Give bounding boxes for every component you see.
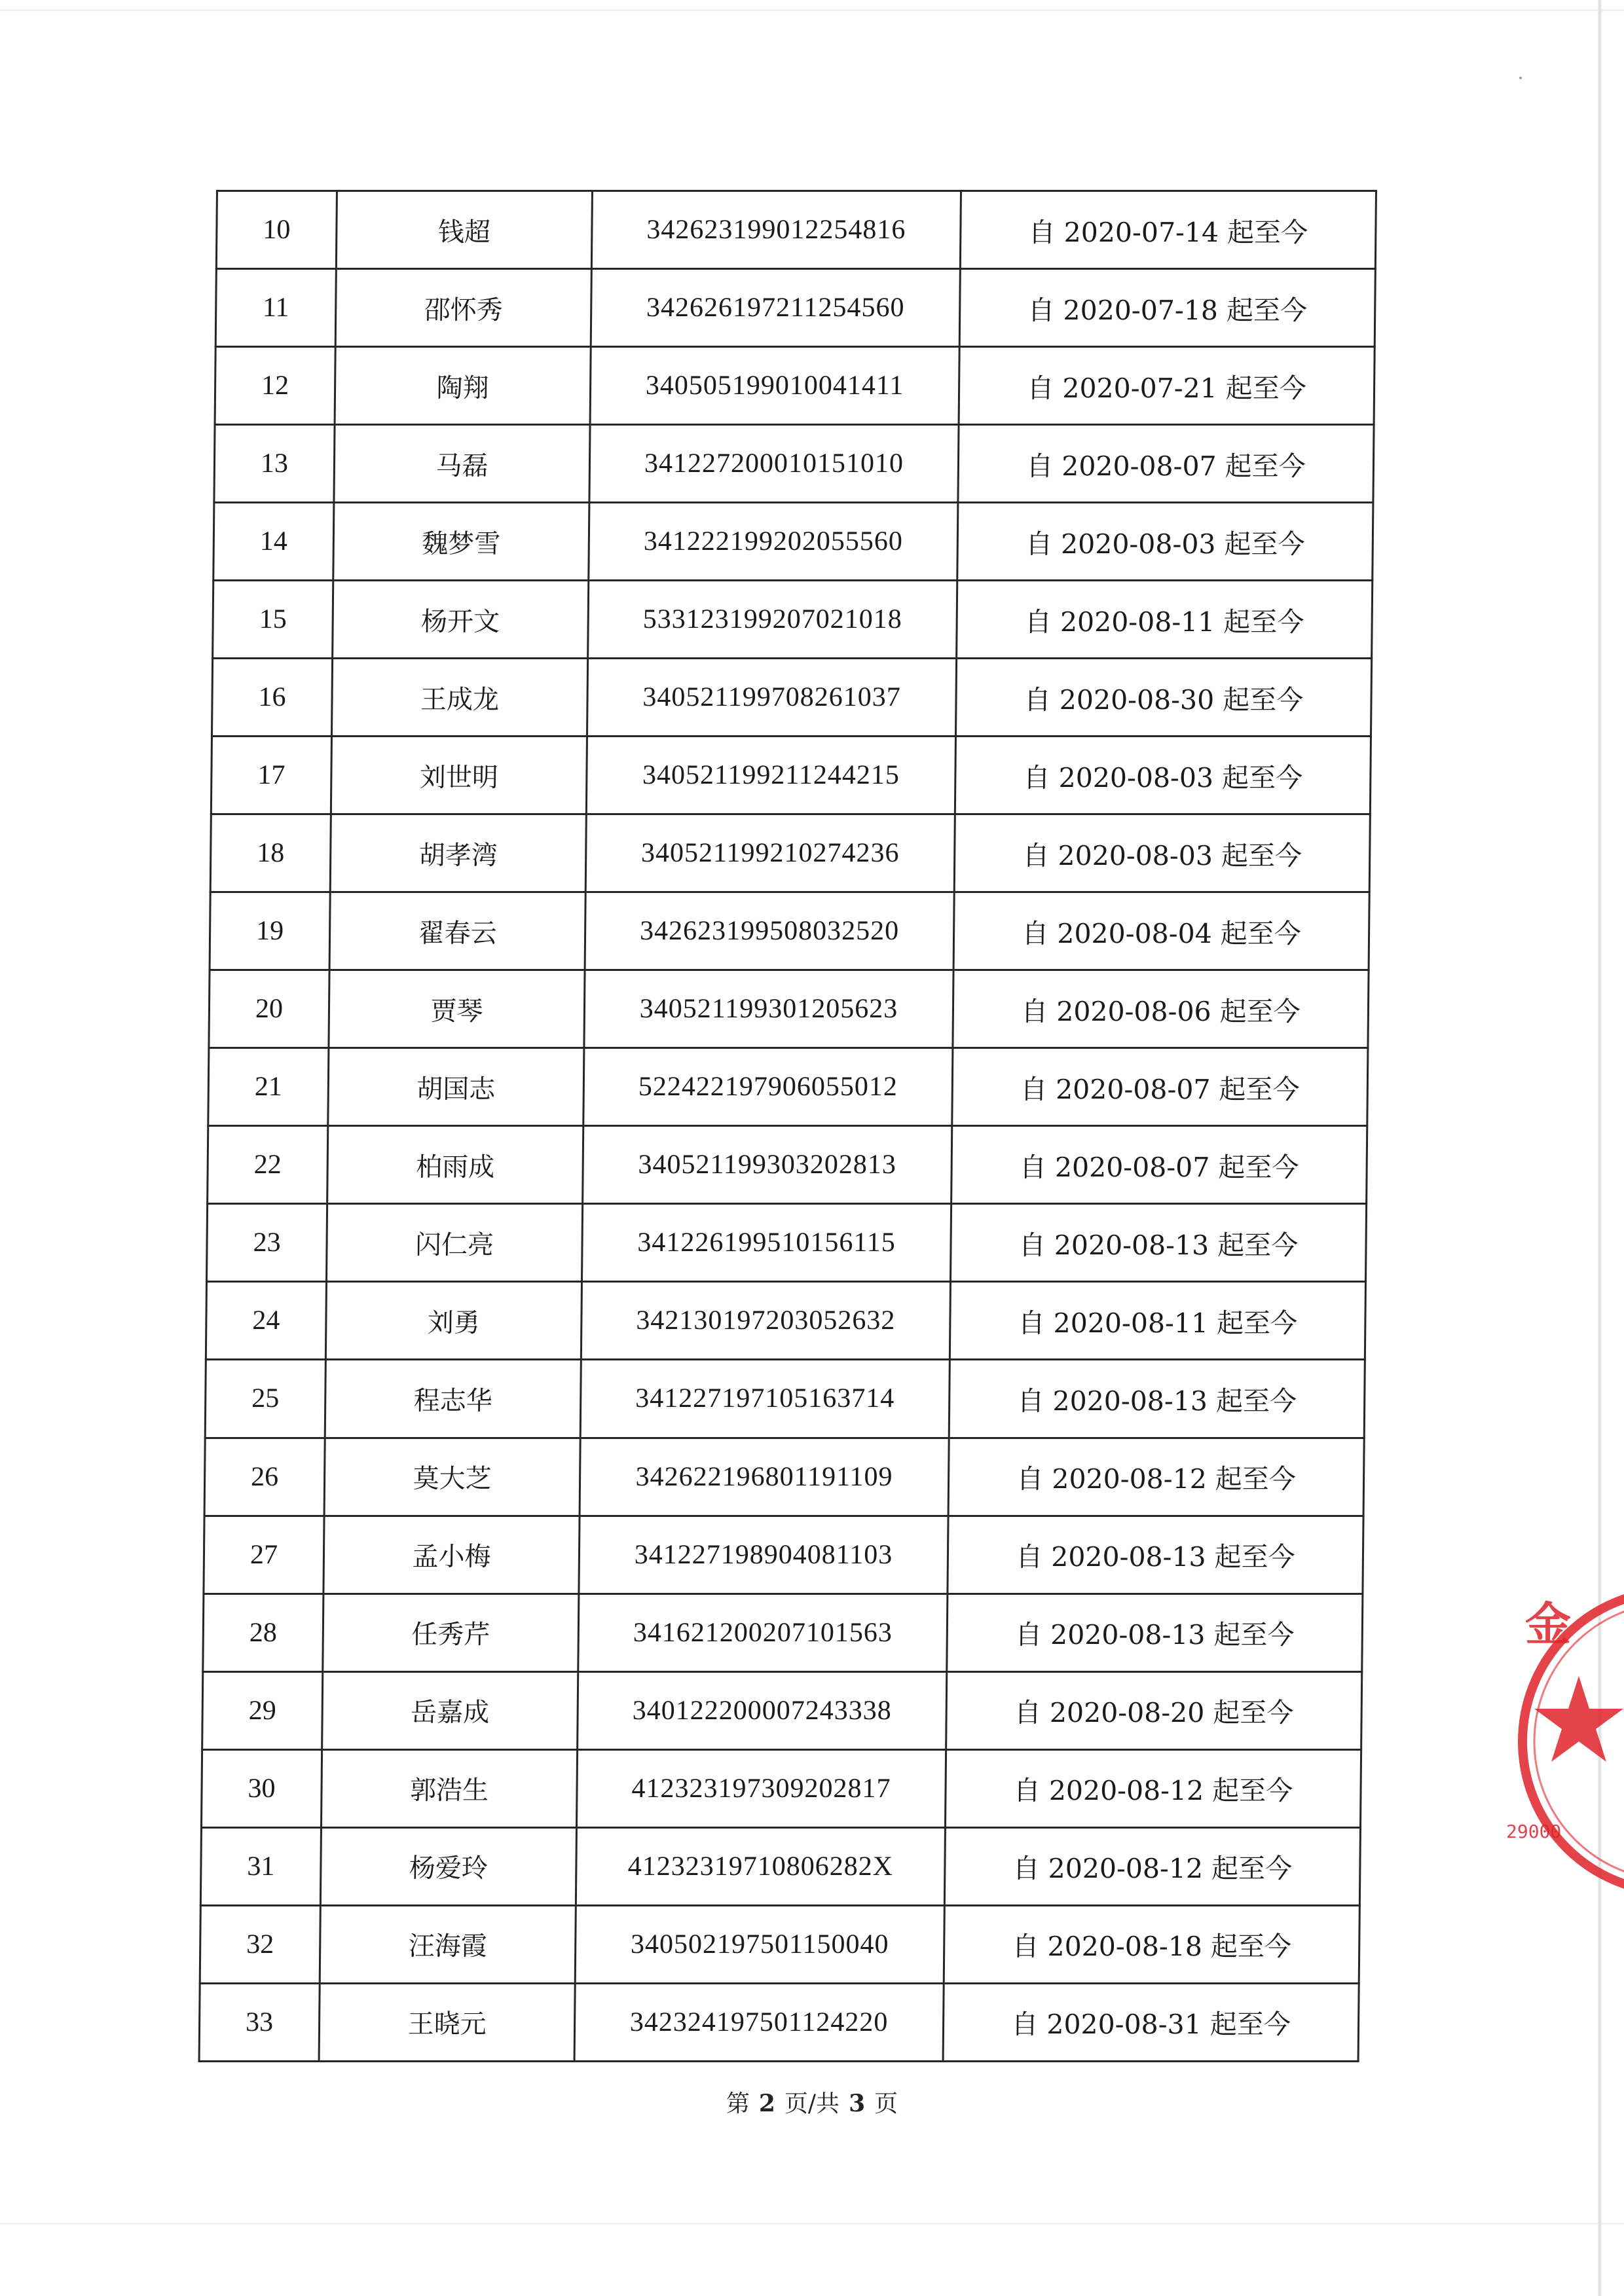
row-number-cell: 16	[212, 659, 332, 737]
footer-suffix: 页	[874, 2090, 898, 2117]
table-row	[210, 892, 1369, 970]
period-cell: 自 2020-08-03 起至今	[954, 814, 1370, 892]
name-cell: 胡孝湾	[330, 814, 586, 892]
id-number-cell: 340521199301205623	[584, 970, 953, 1048]
roster-table-body	[199, 191, 1376, 2062]
footer-total-pages: 3	[849, 2090, 866, 2117]
page-footer	[0, 2085, 1624, 2119]
id-number-cell: 341222199202055560	[589, 503, 958, 581]
name-cell: 汪海霞	[320, 1905, 576, 1983]
row-number-cell: 14	[213, 503, 334, 581]
period-cell: 自 2020-08-18 起至今	[944, 1905, 1359, 1983]
period-cell: 自 2020-08-30 起至今	[955, 659, 1371, 737]
name-cell: 孟小梅	[323, 1516, 580, 1594]
row-number-cell: 24	[206, 1282, 326, 1360]
period-cell: 自 2020-08-06 起至今	[953, 970, 1369, 1048]
id-number-cell: 340505199010041411	[590, 347, 959, 425]
name-cell: 王晓元	[319, 1983, 575, 2061]
id-number-cell: 342324197501124220	[574, 1983, 944, 2061]
period-cell: 自 2020-08-03 起至今	[957, 503, 1373, 581]
period-cell: 自 2020-08-07 起至今	[958, 425, 1374, 503]
roster-table-wrapper	[198, 190, 1375, 2062]
row-number-cell: 17	[211, 737, 331, 814]
name-cell: 马磊	[334, 425, 590, 503]
table-row	[201, 1749, 1361, 1827]
name-cell: 陶翔	[335, 347, 591, 425]
row-number-cell: 13	[214, 425, 335, 503]
period-cell: 自 2020-08-20 起至今	[946, 1671, 1362, 1749]
id-number-cell: 341227198904081103	[579, 1516, 948, 1594]
scan-edge-right	[1598, 0, 1602, 2296]
table-row	[202, 1671, 1362, 1749]
row-number-cell: 19	[210, 892, 330, 970]
row-number-cell: 22	[208, 1126, 328, 1204]
id-number-cell: 41232319710806282X	[576, 1827, 945, 1905]
name-cell: 刘勇	[325, 1282, 581, 1360]
footer-prefix: 第	[726, 2090, 750, 2117]
id-number-cell: 340502197501150040	[575, 1905, 944, 1983]
table-row	[210, 814, 1370, 892]
name-cell: 柏雨成	[327, 1126, 583, 1204]
row-number-cell: 15	[213, 581, 333, 659]
name-cell: 王成龙	[331, 659, 587, 737]
id-number-cell: 342623199508032520	[585, 892, 954, 970]
table-row	[200, 1827, 1360, 1905]
row-number-cell: 33	[199, 1983, 320, 2061]
period-cell: 自 2020-08-07 起至今	[951, 1126, 1367, 1204]
name-cell: 岳嘉成	[322, 1671, 578, 1749]
period-cell: 自 2020-07-14 起至今	[960, 191, 1376, 269]
name-cell: 翟春云	[329, 892, 585, 970]
id-number-cell: 341621200207101563	[578, 1594, 948, 1671]
id-number-cell: 340521199303202813	[583, 1126, 952, 1204]
table-row	[205, 1360, 1365, 1438]
seal-star-icon	[1534, 1676, 1623, 1762]
id-number-cell: 342622196801191109	[580, 1438, 949, 1516]
period-cell: 自 2020-08-13 起至今	[950, 1204, 1366, 1282]
table-row	[212, 659, 1371, 737]
table-row	[213, 503, 1373, 581]
name-cell: 郭浩生	[321, 1749, 577, 1827]
scan-edge-bottom	[0, 2223, 1624, 2225]
seal-text: 金	[1525, 1597, 1571, 1651]
name-cell: 杨爱玲	[320, 1827, 576, 1905]
name-cell: 任秀芹	[323, 1594, 579, 1671]
id-number-cell: 533123199207021018	[588, 581, 957, 659]
roster-table	[198, 190, 1377, 2062]
row-number-cell: 28	[203, 1594, 323, 1671]
table-row	[215, 347, 1375, 425]
name-cell: 邵怀秀	[335, 269, 591, 347]
name-cell: 程志华	[325, 1360, 581, 1438]
period-cell: 自 2020-08-13 起至今	[948, 1516, 1363, 1594]
period-cell: 自 2020-07-21 起至今	[959, 347, 1375, 425]
id-number-cell: 342130197203052632	[581, 1282, 950, 1360]
name-cell: 闪仁亮	[326, 1204, 582, 1282]
row-number-cell: 32	[200, 1905, 320, 1983]
row-number-cell: 31	[200, 1827, 321, 1905]
name-cell: 胡国志	[328, 1048, 584, 1126]
table-row	[204, 1438, 1364, 1516]
footer-page-number: 2	[758, 2090, 775, 2117]
id-number-cell: 340122200007243338	[578, 1671, 947, 1749]
period-cell: 自 2020-08-11 起至今	[957, 581, 1373, 659]
table-row	[204, 1516, 1363, 1594]
table-row	[215, 269, 1375, 347]
row-number-cell: 10	[216, 191, 337, 269]
row-number-cell: 23	[206, 1204, 327, 1282]
table-row	[206, 1204, 1366, 1282]
name-cell: 魏梦雪	[333, 503, 589, 581]
row-number-cell: 27	[204, 1516, 324, 1594]
id-number-cell: 340521199211244215	[586, 737, 955, 814]
table-row	[209, 970, 1369, 1048]
table-row	[214, 425, 1374, 503]
id-number-cell: 341226199510156115	[581, 1204, 951, 1282]
period-cell: 自 2020-08-12 起至今	[945, 1749, 1361, 1827]
period-cell: 自 2020-08-12 起至今	[948, 1438, 1364, 1516]
period-cell: 自 2020-08-03 起至今	[955, 737, 1371, 814]
row-number-cell: 21	[208, 1048, 329, 1126]
row-number-cell: 11	[215, 269, 336, 347]
table-row	[216, 191, 1376, 269]
row-number-cell: 12	[215, 347, 335, 425]
scan-speck	[1518, 72, 1524, 79]
official-seal	[1506, 1558, 1624, 1925]
period-cell: 自 2020-08-13 起至今	[947, 1594, 1363, 1671]
name-cell: 莫大芝	[324, 1438, 580, 1516]
table-row	[200, 1905, 1359, 1983]
name-cell: 贾琴	[329, 970, 585, 1048]
row-number-cell: 30	[201, 1749, 322, 1827]
id-number-cell: 412323197309202817	[576, 1749, 946, 1827]
id-number-cell: 341227197105163714	[580, 1360, 950, 1438]
name-cell: 钱超	[336, 191, 592, 269]
period-cell: 自 2020-08-04 起至今	[953, 892, 1369, 970]
table-row	[206, 1282, 1365, 1360]
period-cell: 自 2020-08-07 起至今	[952, 1048, 1368, 1126]
row-number-cell: 18	[210, 814, 331, 892]
scan-edge-top	[0, 9, 1624, 11]
table-row	[211, 737, 1371, 814]
period-cell: 自 2020-08-13 起至今	[949, 1360, 1365, 1438]
name-cell: 刘世明	[331, 737, 587, 814]
table-row	[208, 1126, 1367, 1204]
name-cell: 杨开文	[333, 581, 589, 659]
id-number-cell: 342623199012254816	[591, 191, 961, 269]
seal-number: 29000	[1506, 1821, 1562, 1842]
period-cell: 自 2020-08-12 起至今	[944, 1827, 1360, 1905]
id-number-cell: 342626197211254560	[591, 269, 960, 347]
period-cell: 自 2020-07-18 起至今	[959, 269, 1375, 347]
id-number-cell: 522422197906055012	[583, 1048, 953, 1126]
id-number-cell: 340521199210274236	[585, 814, 955, 892]
footer-middle: 页/共	[784, 2090, 840, 2117]
row-number-cell: 29	[202, 1671, 323, 1749]
table-row	[213, 581, 1373, 659]
row-number-cell: 20	[209, 970, 329, 1048]
period-cell: 自 2020-08-11 起至今	[950, 1282, 1365, 1360]
row-number-cell: 26	[204, 1438, 325, 1516]
table-row	[203, 1594, 1363, 1671]
table-row	[199, 1983, 1359, 2061]
period-cell: 自 2020-08-31 起至今	[943, 1983, 1359, 2061]
id-number-cell: 340521199708261037	[587, 659, 956, 737]
table-row	[208, 1048, 1368, 1126]
row-number-cell: 25	[205, 1360, 325, 1438]
id-number-cell: 341227200010151010	[589, 425, 959, 503]
